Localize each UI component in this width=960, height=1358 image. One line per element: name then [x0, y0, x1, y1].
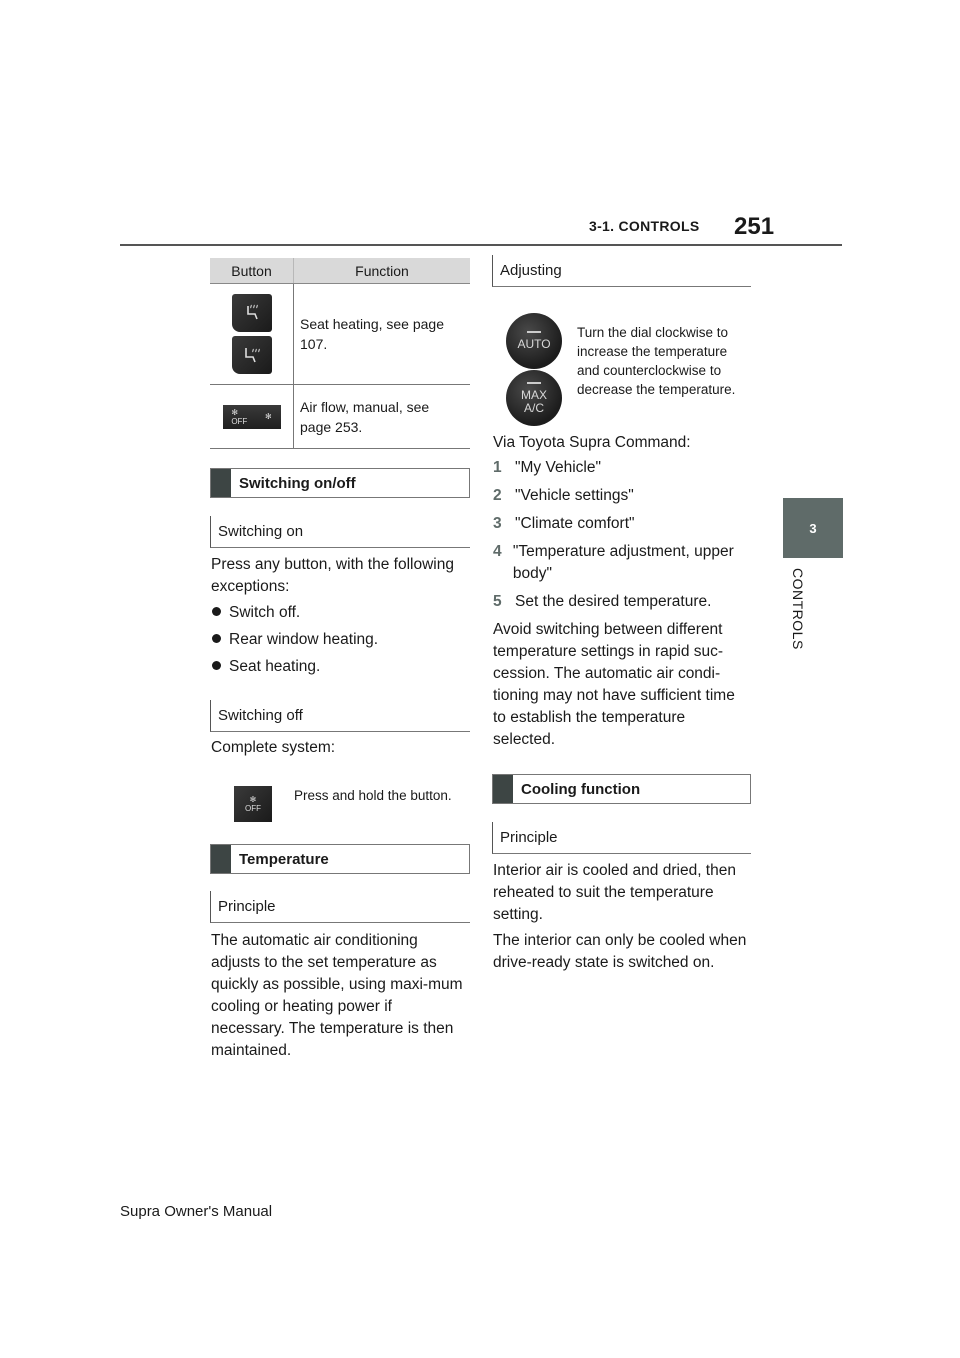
subheading-principle: Principle: [210, 891, 470, 923]
chapter-tab: 3: [783, 498, 843, 558]
step-number: 1: [493, 459, 502, 476]
list-item: Seat heating.: [212, 658, 320, 676]
function-text: Seat heating, see page 107.: [300, 316, 445, 352]
dial-max-label: MAX: [520, 387, 547, 402]
header-rule: [120, 244, 842, 246]
air-flow-strip: [223, 405, 281, 429]
function-text: Air flow, manual, see page 253.: [300, 398, 430, 435]
paragraph-cooling-1: Interior air is cooled and dried, then reheated to suit the temperature setting.: [493, 862, 736, 923]
air-flow-buttons: [210, 385, 294, 448]
list-item: 5 Set the desired temperature.: [493, 591, 751, 613]
paragraph-complete-system: Complete system:: [211, 739, 336, 756]
paragraph-avoid: Avoid switching between different temperature settings in rapid suc-cession. The automatic air condi-tioning may not have sufficient time to establish the temperature selected.: [493, 621, 735, 748]
section-heading-temperature: [210, 844, 470, 874]
list-item: 4 "Temperature adjustment, upper body": [493, 541, 751, 585]
button-function-table: [210, 258, 470, 449]
climate-off-button-icon: [234, 786, 272, 822]
paragraph-via-command: Via Toyota Supra Command:: [493, 434, 691, 451]
press-hold-text: Press and hold the button.: [294, 788, 452, 803]
list-item: 3 "Climate comfort": [493, 513, 751, 535]
step-number: 3: [493, 515, 502, 532]
fan-icon: ✻: [264, 412, 272, 421]
column-header-button: Button: [210, 258, 294, 283]
dial-auto-label: AUTO: [517, 337, 551, 351]
list-item: Switch off.: [212, 604, 300, 622]
seat-heating-icon: [232, 336, 272, 374]
dial-mark: [527, 331, 541, 333]
step-number: 5: [493, 593, 502, 610]
subheading-switching-off: Switching off: [210, 700, 470, 732]
heading-text: Switching on/off: [239, 474, 356, 492]
heading-text: Cooling function: [521, 780, 641, 798]
fan-icon: ✻: [249, 795, 257, 804]
table-row: [210, 284, 470, 385]
dial-mark: [527, 382, 541, 384]
subheading-principle-cooling: Principle: [492, 822, 751, 854]
paragraph-switching-on: Press any button, with the following exceptions:: [211, 556, 454, 595]
page-number: 251: [734, 213, 775, 240]
seat-heating-icon: [232, 294, 272, 332]
paragraph-cooling-2: The interior can only be cooled when drive-ready state is switched on.: [493, 932, 747, 971]
max-ac-dial-icon: [506, 370, 562, 426]
off-label: OFF: [245, 804, 261, 813]
bullet-icon: [212, 661, 221, 670]
heading-bar: [211, 469, 231, 497]
subheading-adjusting: Adjusting: [492, 255, 751, 287]
heading-bar: [211, 845, 231, 873]
dial-instructions: Turn the dial clockwise to increase the temperature and counterclockwise to decrease the temperature.: [577, 325, 736, 397]
paragraph-principle: The automatic air conditioning adjusts to the set temperature as quickly as possible, using maxi-mum cooling or heating power if necessary. The temperature is then maintained.: [211, 932, 463, 1059]
chapter-label: CONTROLS: [790, 568, 806, 650]
subheading-switching-on: Switching on: [210, 516, 470, 548]
bullet-icon: [212, 607, 221, 616]
table-header: [210, 258, 470, 284]
section-label: 3-1. CONTROLS: [589, 218, 700, 234]
bullet-icon: [212, 634, 221, 643]
list-item: 2 "Vehicle settings": [493, 485, 751, 507]
step-number: 2: [493, 487, 502, 504]
heading-text: Temperature: [239, 850, 329, 868]
dial-ac-label: A/C: [523, 400, 544, 415]
fan-off-icon: ✻ OFF: [231, 407, 248, 426]
heading-bar: [493, 775, 513, 803]
table-row: [210, 385, 470, 449]
auto-dial-icon: [506, 313, 562, 369]
step-number: 4: [493, 543, 502, 560]
section-heading-switching: [210, 468, 470, 498]
list-item: 1 "My Vehicle": [493, 457, 751, 479]
section-heading-cooling: [492, 774, 751, 804]
footer-manual-title: Supra Owner's Manual: [120, 1203, 273, 1220]
seat-heating-buttons: [210, 284, 294, 384]
list-item: Rear window heating.: [212, 631, 378, 649]
column-header-function: Function: [355, 262, 409, 279]
